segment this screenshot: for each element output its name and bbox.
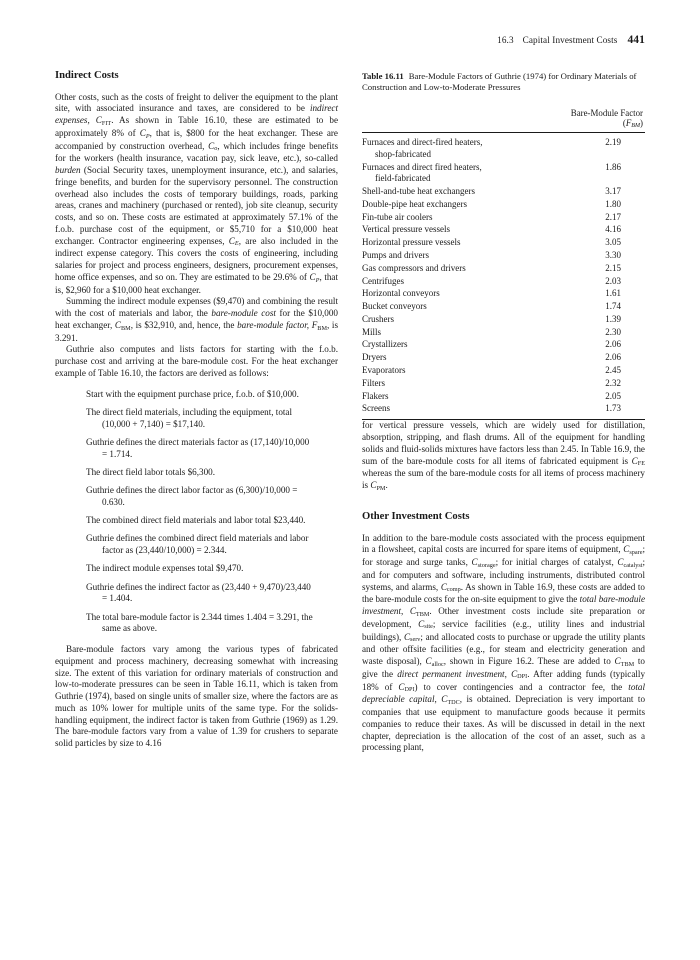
table-cell-name: Crystallizers	[362, 339, 408, 350]
table-cell-name-line2: field-fabricated	[375, 173, 431, 184]
derivation-item-main: The combined direct field materials and labor total $23,440.	[86, 515, 306, 526]
table-cell-name: Dryers	[362, 352, 387, 363]
table-row	[362, 275, 645, 288]
table-cell-name: Centrifuges	[362, 275, 404, 286]
table-caption-number: Table 16.11	[362, 71, 404, 81]
derivation-item	[69, 582, 338, 606]
derivation-item	[69, 407, 338, 431]
paragraph-bare-module-factors: Bare-module factors vary among the various types of fabricated equipment and process machinery, decreasing somewhat with increasing size. The extent of this variation for ordinary materials of construction and low-to-moderate pressures can be seen in Table 16.11, which is taken from Guthrie (1974), based on single units of smaller size, where the factors are as much as 10% lower for multiple units of the same type. For the solids-handling equipment, the indirect factor is taken from Guthrie (1969) as 1.29. The bare-module factors vary from a value of 1.39 for crushers to separate solid particles by size to 4.16	[55, 644, 338, 749]
running-head-section-number: 16.3	[497, 35, 514, 45]
table-cell-value: 1.61	[605, 288, 621, 299]
derivation-item	[69, 515, 338, 527]
table-row	[362, 364, 645, 377]
table-cell-value: 1.74	[605, 301, 621, 312]
table-cell-name: Gas compressors and drivers	[362, 262, 466, 273]
table-cell-name: Mills	[362, 326, 382, 337]
derivation-item-main: Guthrie defines the direct materials factor as (17,140)/10,000	[86, 436, 310, 447]
table-cell-name-line1: Furnaces and direct fired heaters,	[362, 161, 482, 172]
table-cell-value: 2.32	[605, 377, 621, 388]
table-cell-value: 2.30	[605, 326, 621, 337]
paragraph-indirect-costs-3: Guthrie also computes and lists factors for starting with the f.o.b. purchase cost and arriving at the bare-module cost. For the heat exchanger example of Table 16.10, the factors are derived as follows:	[55, 344, 338, 378]
table-cell-value: 2.19	[605, 137, 621, 148]
derivation-item	[69, 612, 338, 636]
derivation-item-cont: (10,000 + 7,140) = $17,140.	[102, 418, 206, 429]
running-head-section-title: Capital Investment Costs	[522, 35, 618, 45]
table-row	[362, 326, 645, 339]
table-row	[362, 301, 645, 314]
table-cell-value: 2.03	[605, 275, 621, 286]
table-row	[362, 161, 645, 185]
derivation-item	[69, 563, 338, 575]
table-cell-name: Flakers	[362, 390, 389, 401]
table-row	[362, 377, 645, 390]
table-row	[362, 352, 645, 365]
derivation-item-cont: 0.630.	[102, 496, 125, 507]
derivation-item-main: Guthrie defines the indirect factor as (23,440 + 9,470)/23,440	[86, 581, 311, 592]
table-head	[362, 104, 645, 133]
paragraph-vertical-pressure-vessels: for vertical pressure vessels, which are widely used for distillation, absorption, stripping, and flash drums. All of the equipment for handling solids and fluid-solids mixtures have factors less than 2.45. In Table 16.9, the sum of the bare-module costs for all items of fabricated equipment is $C_{FE}$ whereas the sum of the bare-module costs for all items of process machinery is $C_{PM}$.	[362, 420, 645, 492]
table-cell-name: Shell-and-tube heat exchangers	[362, 186, 475, 197]
table-row	[362, 224, 645, 237]
table-row	[362, 403, 645, 420]
table-row	[362, 390, 645, 403]
heading-other-investment-costs: Other Investment Costs	[362, 510, 470, 522]
table-cell-value: 2.45	[605, 365, 621, 375]
table-cell-name: Double-pipe heat exchangers	[362, 198, 467, 209]
table-cell-name	[362, 161, 559, 185]
table-cell-value: 3.17	[605, 186, 621, 197]
derivation-item-cont: same as above.	[102, 623, 157, 634]
table-cell-value: 2.15	[605, 262, 621, 273]
table-row	[362, 237, 645, 250]
derivation-item-main: The total bare-module factor is 2.344 times 1.404 = 3.291, the	[86, 611, 313, 622]
table-cell-value: 2.05	[605, 390, 621, 401]
table-cell-name: Pumps and drivers	[362, 249, 429, 260]
derivation-item-cont: = 1.404.	[102, 593, 133, 604]
paragraph-other-investment-costs: In addition to the bare-module costs associated with the process equipment in a flowsheet, capital costs are incurred for spare items of equipment, $C_{spare}$; for storage and surge tanks, $C_{storage}$; for initial charges of catalyst, $C_{catalyst}$; and for computers and software, including instruments, distributed control systems, and alarms, $C_{comp}$. As shown in Table 16.9, these costs are added to the bare-module costs for the on-site equipment to give the total bare-module investment, $C_{TBM}$. Other investment costs include site preparation or development, $C_{site}$; service facilities (e.g., utility lines and industrial buildings), $C_{serv}$; and allocated costs to purchase or upgrade the utility plants and other offsite facilities (e.g., for steam and electricity generation and waste disposal), $C_{alloc}$, shown in Figure 16.2. These are added to $C_{TBM}$ to give the direct permanent investment, $C_{DPI}$. After adding funds (typically 18% of $C_{DPI}$) to cover contingencies and a contractor fee, the total depreciable capital, $C_{TDC}$, is obtained. Depreciation is very important to companies that use equipment to manufacture goods because it permits companies to reduce their taxes. As will be discussed in detail in the next chapter, depreciation is the allocation of the cost of an asset, such as a processing plant,	[362, 532, 646, 753]
derivation-item	[69, 485, 338, 509]
right-column	[362, 70, 645, 754]
table-row	[362, 185, 645, 198]
table-header-row	[362, 104, 645, 133]
derivation-item-main: The direct field labor totals $6,300.	[86, 466, 215, 477]
table-cell-name: Evaporators	[362, 365, 406, 375]
page-number: 441	[627, 34, 645, 46]
table-cell-name	[362, 132, 559, 161]
table-cell-value: 3.05	[605, 237, 621, 248]
paragraph-indirect-costs-2: Summing the indirect module expenses ($9,470) and combining the result with the cost of materials and labor, the bare-module cost for the $10,000 heat exchanger, $C_{BM}$, is $32,910, and, hence, the bare-module factor, $F_{BM}$, is 3.291.	[55, 296, 339, 343]
derivation-item-cont: factor as (23,440/10,000) = 2.344.	[102, 545, 227, 556]
table-row	[362, 262, 645, 275]
derivation-item-main: Guthrie defines the combined direct field materials and labor	[86, 533, 309, 544]
table-cell-name: Fin-tube air coolers	[362, 211, 433, 222]
table-cell-value: 2.17	[605, 211, 621, 222]
table-row	[362, 132, 645, 161]
derivation-item-main: Guthrie defines the direct labor factor as (6,300)/10,000 =	[86, 485, 298, 496]
table-cell-value: 1.80	[605, 198, 621, 209]
table-caption	[362, 71, 645, 94]
running-head	[55, 34, 645, 50]
table-header-bare-module-factor: Bare-Module Factor $(F_{BM})$	[559, 104, 645, 133]
table-body	[362, 132, 645, 420]
table-cell-value: 4.16	[605, 224, 621, 235]
table-caption-text: Bare-Module Factors of Guthrie (1974) for Ordinary Materials of Construction and Low-to-Moderate Pressures	[362, 71, 637, 93]
table-cell-value: 1.86	[605, 161, 621, 172]
derivation-item	[69, 437, 338, 461]
derivation-item	[69, 467, 338, 479]
table-cell-name-line2: shop-fabricated	[375, 148, 431, 159]
table-cell-name: Horizontal conveyors	[362, 288, 440, 299]
derivation-item-main: The direct field materials, including the equipment, total	[86, 406, 293, 417]
paragraph-indirect-costs-1: Other costs, such as the costs of freight to deliver the equipment to the plant site, with associated insurance and taxes, are considered to be indirect expenses, $C_{FIT}$. As shown in Table 16.10, these are estimated to be approximately 8% of $C_P$, that is, $800 for the heat exchanger. These are accompanied by construction overhead, $C_o$, which includes fringe benefits for the workers (health insurance, vacation pay, sick leave, etc.), so-called burden (Social Security taxes, unemployment insurance, etc.), and salaries, fringe benefits, and burden for the supervisory personnel. The construction overhead also includes the costs of temporary buildings, roads, parking areas, cranes and machinery (purchased or rented), job site cleanup, security costs, and so on. These costs are estimated at approximately 57.1% of the f.o.b. purchase cost of the equipment, or $5,710 for a $10,000 heat exchanger. Contractor engineering expenses, $C_E$, are also included in the indirect expense category. This covers the costs of engineering, including salaries for project and process engineers, designers, procurement expenses, home office expenses, and so on. They are estimated to be 29.6% of $C_P$, that is, $2,960 for a $10,000 heat exchanger.	[55, 91, 339, 295]
two-column-layout	[55, 70, 645, 754]
table-cell-value: 1.39	[605, 313, 621, 324]
table-cell-name-line1: Furnaces and direct-fired heaters,	[362, 137, 483, 148]
derivation-item-main: The indirect module expenses total $9,470.	[86, 563, 244, 574]
table-row	[362, 313, 645, 326]
table-cell-name: Filters	[362, 377, 386, 388]
table-row	[362, 249, 645, 262]
table-cell-name: Screens	[362, 403, 390, 414]
table-cell-name: Horizontal pressure vessels	[362, 237, 461, 248]
table-cell-value: 2.06	[605, 352, 621, 363]
derivation-item	[69, 389, 338, 401]
heading-indirect-costs: Indirect Costs	[55, 70, 119, 81]
bare-module-factors-table	[362, 104, 645, 421]
table-row	[362, 288, 645, 301]
table-cell-value: 2.06	[605, 339, 621, 350]
derivation-item	[69, 533, 338, 557]
derivation-item-main: Start with the equipment purchase price, f.o.b. of $10,000.	[86, 388, 299, 399]
derivation-item-cont: = 1.714.	[102, 448, 133, 459]
table-cell-name: Bucket conveyors	[362, 301, 427, 312]
left-column	[55, 70, 338, 750]
table-cell-value: 1.73	[605, 403, 621, 414]
table-cell-name: Vertical pressure vessels	[362, 224, 450, 235]
table-cell-name: Crushers	[362, 313, 394, 324]
table-header-blank	[362, 104, 559, 133]
table-row	[362, 339, 645, 352]
derivation-list	[55, 389, 338, 636]
table-row	[362, 211, 645, 224]
table-cell-value: 3.30	[605, 249, 621, 260]
table-row	[362, 198, 645, 211]
table-16-11	[362, 71, 645, 420]
